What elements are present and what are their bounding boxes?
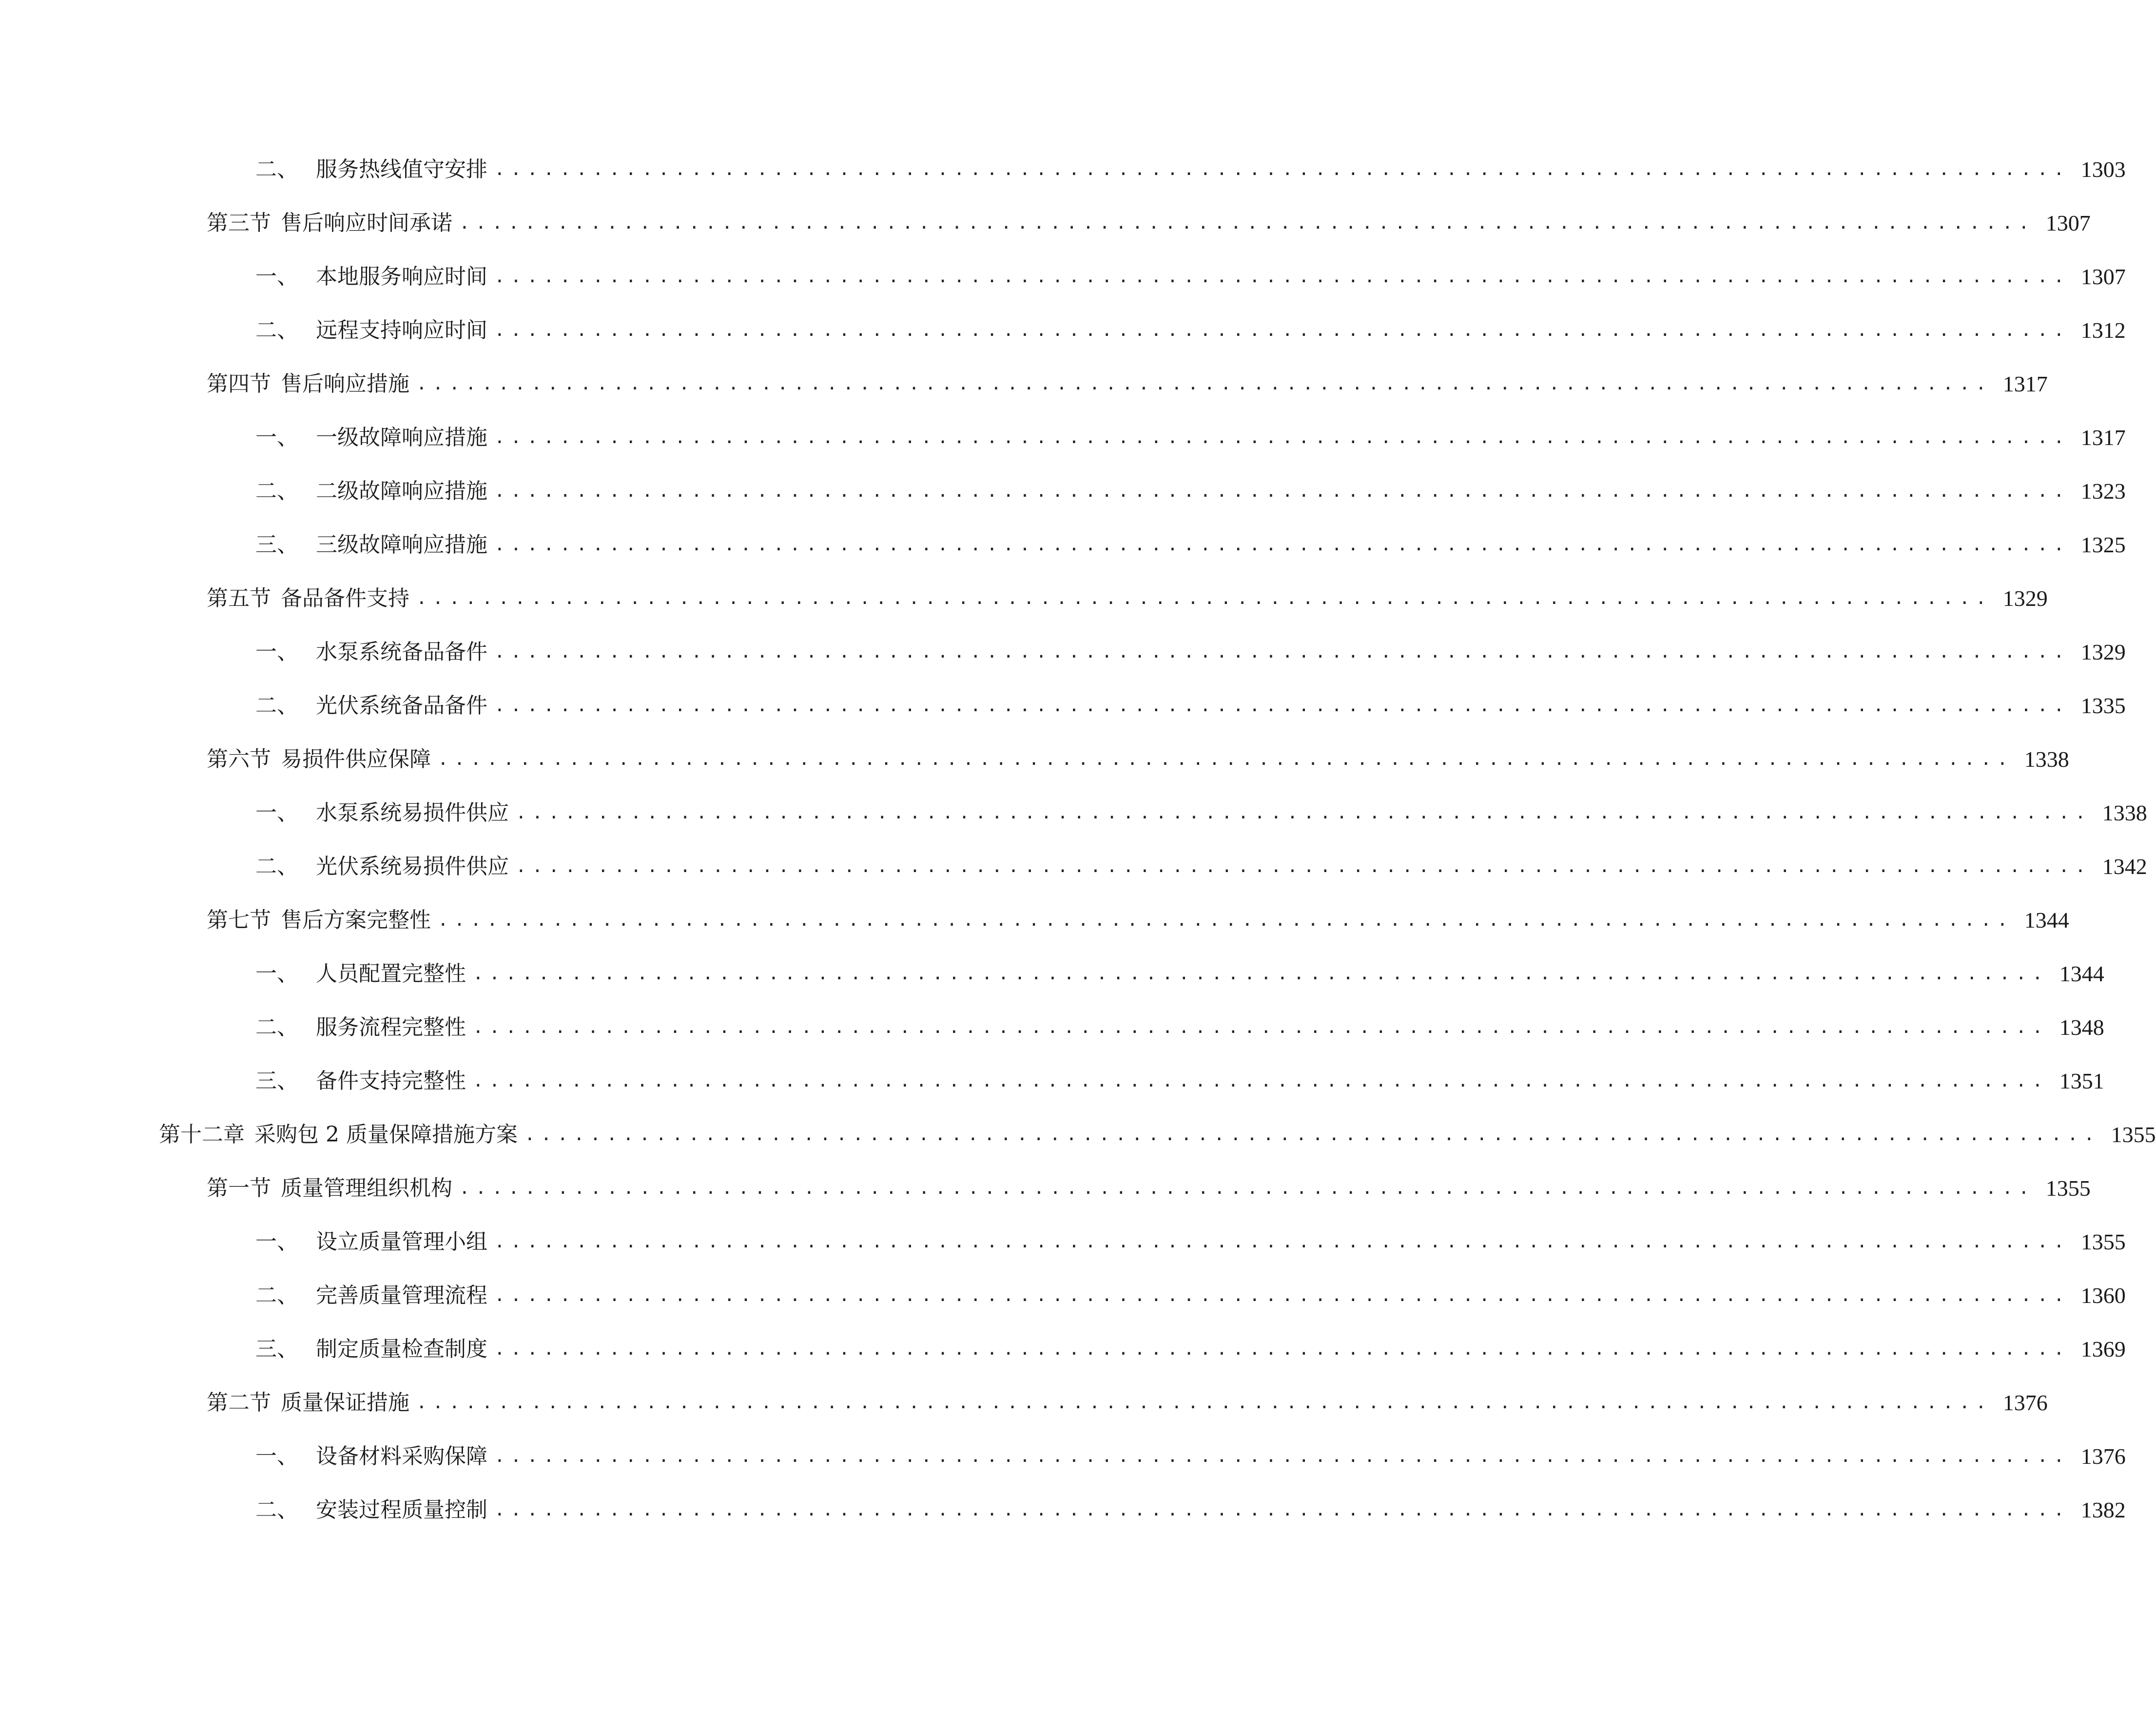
toc-entry[interactable] [255,1052,2104,1096]
toc-dot-leader: ................................................................................................ [494,267,2070,287]
toc-entry[interactable] [207,891,2069,935]
toc-page-number: 1355 [2080,1229,2126,1254]
toc-dot-leader: ................................................................................................ [438,910,2014,930]
toc-page-number: 1338 [2024,747,2069,772]
toc-entry[interactable] [207,1374,2048,1418]
toc-entry-title: 备品备件支持 [281,586,409,611]
toc-entry-title: 安装过程质量控制 [316,1497,487,1522]
toc-dot-leader: ................................................................................................ [416,374,1992,394]
toc-dot-leader: ................................................................................................ [524,1125,2100,1145]
toc-entry[interactable] [255,1481,2126,1525]
toc-entry-title: 光伏系统易损件供应 [316,854,509,879]
toc-entry[interactable] [207,355,2048,399]
toc-entry[interactable] [255,248,2126,291]
toc-entry-number: 一、 [255,1444,298,1469]
toc-entry[interactable] [255,1266,2126,1310]
toc-entry-number: 三、 [255,1069,298,1093]
toc-entry-title: 一级故障响应措施 [316,425,487,450]
toc-entry-title: 本地服务响应时间 [316,264,487,289]
toc-entry-number: 一、 [255,425,298,450]
toc-entry-number: 二、 [255,1497,298,1522]
toc-entry-title: 售后响应措施 [281,371,409,396]
toc-page-number: 1329 [2002,586,2048,611]
toc-entry-title: 远程支持响应时间 [316,318,487,343]
toc-dot-leader: ................................................................................................ [494,428,2070,447]
toc-entry-number: 一、 [255,264,298,289]
toc-entry-title: 设备材料采购保障 [316,1444,487,1469]
toc-dot-leader: ................................................................................................ [459,213,2035,233]
toc-entry-number: 第二节 [207,1390,271,1415]
toc-entry-number: 第三节 [207,211,271,235]
toc-entry-title: 备件支持完整性 [316,1069,466,1093]
toc-entry-title: 水泵系统备品备件 [316,640,487,664]
toc-dot-leader: ................................................................................................ [516,856,2092,876]
toc-entry-number: 一、 [255,1229,298,1254]
toc-page-number: 1317 [2080,425,2126,450]
toc-entry-title: 售后响应时间承诺 [281,211,452,235]
toc-dot-leader: ................................................................................................ [473,964,2049,984]
toc-entry[interactable] [255,677,2126,720]
toc-page-number: 1351 [2059,1069,2104,1093]
toc-entry[interactable] [207,194,2091,238]
toc-entry[interactable] [159,1106,2156,1149]
toc-entry-number: 二、 [255,854,298,879]
toc-entry-title: 服务流程完整性 [316,1015,466,1040]
toc-dot-leader: ................................................................................................ [494,1285,2070,1305]
toc-page-number: 1355 [2111,1122,2156,1147]
toc-dot-leader: ................................................................................................ [494,481,2070,501]
toc-entry-number: 二、 [255,693,298,718]
toc-entry-title: 完善质量管理流程 [316,1283,487,1308]
toc-dot-leader: ................................................................................................ [494,320,2070,340]
toc-entry[interactable] [255,140,2126,184]
toc-page-number: 1323 [2080,479,2126,504]
toc-entry-number: 二、 [255,318,298,343]
toc-dot-leader: ................................................................................................ [416,588,1992,608]
toc-entry[interactable] [255,784,2147,828]
toc-entry-number: 三、 [255,1337,298,1361]
toc-page-number: 1344 [2024,908,2069,933]
toc-page-number: 1376 [2080,1444,2126,1469]
toc-dot-leader: ................................................................................................ [494,535,2070,555]
toc-page-number: 1307 [2080,264,2126,289]
toc-entry[interactable] [255,408,2126,452]
toc-entry-number: 一、 [255,640,298,664]
toc-entry[interactable] [207,1159,2091,1203]
toc-entry-number: 三、 [255,532,298,557]
toc-dot-leader: ................................................................................................ [473,1017,2049,1037]
toc-dot-leader: ................................................................................................ [494,1446,2070,1466]
toc-entry-title: 制定质量检查制度 [316,1337,487,1361]
toc-page-number: 1303 [2080,157,2126,182]
toc-entry-number: 第五节 [207,586,271,611]
toc-dot-leader: ................................................................................................ [459,1178,2035,1198]
toc-page-number: 1307 [2045,211,2091,235]
toc-entry-title: 服务热线值守安排 [316,157,487,182]
toc-entry-number: 第六节 [207,747,271,772]
toc-page-number: 1325 [2080,532,2126,557]
toc-entry-title: 二级故障响应措施 [316,479,487,504]
toc-page-number: 1376 [2002,1390,2048,1415]
toc-entry-title: 三级故障响应措施 [316,532,487,557]
toc-page-number: 1348 [2059,1015,2104,1040]
toc-entry[interactable] [255,998,2104,1042]
toc-dot-leader: ................................................................................................ [416,1393,1992,1413]
toc-entry-number: 第四节 [207,371,271,396]
toc-dot-leader: ................................................................................................ [438,749,2014,769]
toc-entry[interactable] [207,730,2069,774]
toc-entry-title: 质量保证措施 [281,1390,409,1415]
toc-entry[interactable] [255,1213,2126,1257]
toc-page-number: 1360 [2080,1283,2126,1308]
toc-entry-number: 第七节 [207,908,271,933]
toc-dot-leader: ................................................................................................ [494,159,2070,179]
toc-entry-title: 水泵系统易损件供应 [316,800,509,825]
toc-page-number: 1342 [2102,854,2147,879]
toc-entry[interactable] [255,301,2126,345]
toc-dot-leader: ................................................................................................ [494,642,2070,662]
toc-page-number: 1369 [2080,1337,2126,1361]
toc-page-number: 1338 [2102,800,2147,825]
toc-page-number: 1344 [2059,961,2104,986]
toc-dot-leader: ................................................................................................ [494,1339,2070,1359]
toc-page-number: 1329 [2080,640,2126,664]
toc-entry[interactable] [255,837,2147,881]
toc-entry-number: 第一节 [207,1176,271,1201]
toc-entry-title: 售后方案完整性 [281,908,431,933]
toc-entry-title: 光伏系统备品备件 [316,693,487,718]
toc-page-number: 1382 [2080,1497,2126,1522]
toc-entry[interactable] [255,462,2126,506]
toc-page-number: 1335 [2080,693,2126,718]
toc-dot-leader: ................................................................................................ [494,696,2070,716]
toc-page-number: 1355 [2045,1176,2091,1201]
toc-entry[interactable] [207,569,2048,613]
toc-entry[interactable] [255,623,2126,667]
toc-dot-leader: ................................................................................................ [494,1232,2070,1252]
toc-entry[interactable] [255,1427,2126,1471]
toc-entry-number: 二、 [255,1283,298,1308]
toc-entry-title: 设立质量管理小组 [316,1229,487,1254]
toc-entry-title: 易损件供应保障 [281,747,431,772]
toc-entry-title: 质量管理组织机构 [281,1176,452,1201]
toc-entry-number: 一、 [255,961,298,986]
toc-dot-leader: ................................................................................................ [516,803,2092,823]
toc-entry-number: 二、 [255,157,298,182]
toc-entry[interactable] [255,945,2104,989]
toc-entry[interactable] [255,516,2126,560]
toc-entry-title: 人员配置完整性 [316,961,466,986]
toc-entry-number: 二、 [255,479,298,504]
toc-dot-leader: ................................................................................................ [494,1500,2070,1520]
toc-entry-number: 第十二章 [159,1122,245,1147]
toc-entry-number: 一、 [255,800,298,825]
toc-dot-leader: ................................................................................................ [473,1071,2049,1091]
toc-page-number: 1317 [2002,371,2048,396]
toc-page-number: 1312 [2080,318,2126,343]
toc-entry-number: 二、 [255,1015,298,1040]
toc-entry-title: 采购包 2 质量保障措施方案 [254,1122,518,1147]
toc-entry[interactable] [255,1320,2126,1364]
